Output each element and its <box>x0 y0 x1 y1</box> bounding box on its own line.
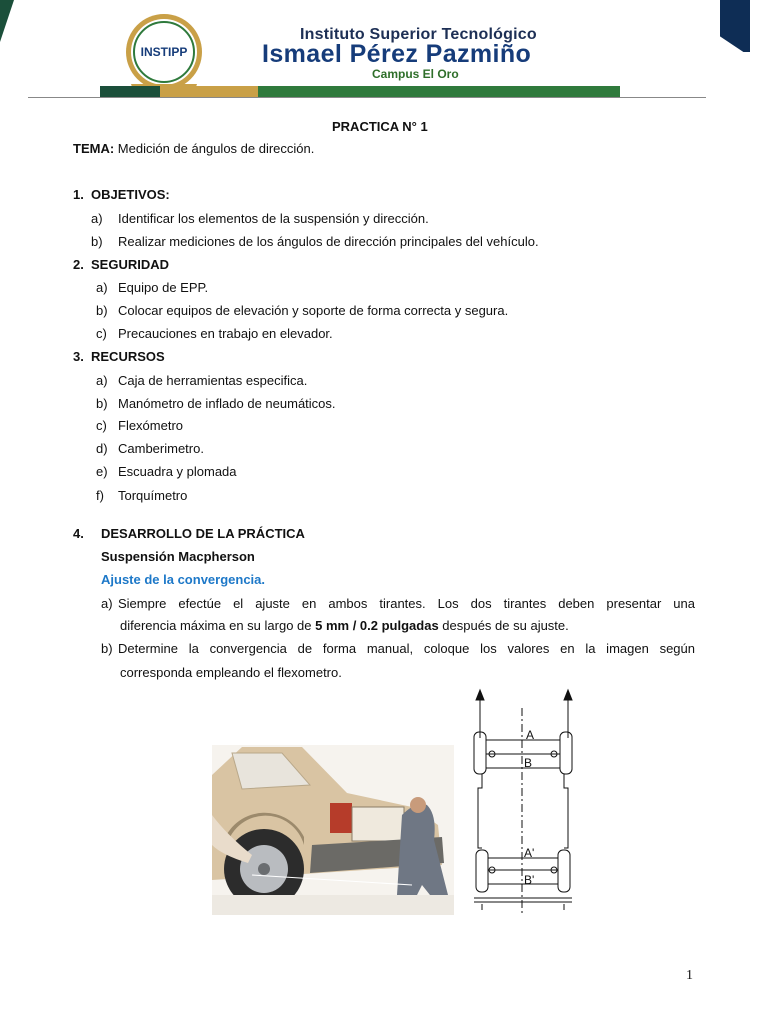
measurement-inches: 0.2 pulgadas <box>359 618 439 633</box>
list-item: Caja de herramientas especifica. <box>118 373 308 388</box>
measurement-separator: / <box>349 618 360 633</box>
paragraph-a-line-1: Siempre efectúe el ajuste en ambos tirantes. Los dos tirantes deben presentar una <box>118 596 695 611</box>
diagram-label-b: B <box>524 756 533 770</box>
tema-label: TEMA: <box>73 141 115 156</box>
list-marker: b) <box>101 641 113 656</box>
section-2-number: 2. <box>73 257 84 272</box>
corner-decoration-right <box>720 0 750 52</box>
diagram-label-a: A <box>526 728 535 742</box>
list-item: Realizar mediciones de los ángulos de dirección principales del vehículo. <box>118 234 539 249</box>
list-marker: e) <box>96 464 108 479</box>
corner-decoration-left <box>0 0 14 42</box>
header-rule <box>28 97 706 98</box>
paragraph-b-line-2: corresponda empleando el flexometro. <box>120 665 342 680</box>
institute-type: Instituto Superior Tecnológico <box>300 26 537 43</box>
list-marker: a) <box>96 280 108 295</box>
list-marker: b) <box>96 303 108 318</box>
list-item: Flexómetro <box>118 418 184 433</box>
convergence-diagram <box>462 688 582 918</box>
list-marker: a) <box>91 211 103 226</box>
section-3-title: RECURSOS <box>91 349 165 364</box>
list-marker: c) <box>96 418 107 433</box>
section-4-subtitle: Suspensión Macpherson <box>101 549 255 564</box>
section-3-number: 3. <box>73 349 84 364</box>
list-item: Escuadra y plomada <box>118 464 237 479</box>
list-item: Identificar los elementos de la suspensión y dirección. <box>118 211 429 226</box>
list-marker: a) <box>96 373 108 388</box>
page-number: 1 <box>686 968 693 983</box>
paragraph-a-line-2 <box>120 618 569 634</box>
header-band-dark <box>100 86 160 97</box>
list-marker: b) <box>91 234 103 249</box>
tema-value: Medición de ángulos de dirección. <box>117 141 315 156</box>
paragraph-b-line-1: Determine la convergencia de forma manual, coloque los valores en la imagen según <box>118 641 695 656</box>
list-item: Torquímetro <box>118 488 188 503</box>
list-marker: c) <box>96 326 107 341</box>
list-marker: d) <box>96 441 108 456</box>
list-marker: f) <box>96 488 104 503</box>
section-1-number: 1. <box>73 187 84 202</box>
text-run: después de su ajuste. <box>438 618 569 633</box>
logo-text: INSTIPP <box>140 45 188 59</box>
text-run: diferencia máxima en su largo de <box>120 618 316 633</box>
list-item: Equipo de EPP. <box>118 280 209 295</box>
list-item: Precauciones en trabajo en elevador. <box>118 326 333 341</box>
blue-subheading: Ajuste de la convergencia. <box>101 572 266 587</box>
section-1-title: OBJETIVOS: <box>91 187 170 202</box>
section-2-title: SEGURIDAD <box>91 257 170 272</box>
section-4-title: DESARROLLO DE LA PRÁCTICA <box>101 526 305 541</box>
institute-name: Ismael Pérez Pazmiño <box>262 40 532 68</box>
list-marker: b) <box>96 396 108 411</box>
measurement-mm: 5 mm <box>315 618 350 633</box>
tema-line <box>73 141 314 157</box>
section-4-number: 4. <box>73 526 84 541</box>
list-item: Manómetro de inflado de neumáticos. <box>118 396 336 411</box>
list-item: Camberimetro. <box>118 441 204 456</box>
diagram-label-a-prime: A' <box>524 846 535 860</box>
header-band-gold <box>160 86 258 97</box>
list-item: Colocar equipos de elevación y soporte de forma correcta y segura. <box>118 303 509 318</box>
diagram-label-b-prime: B' <box>524 873 535 887</box>
institute-campus: Campus El Oro <box>372 67 459 81</box>
list-marker: a) <box>101 596 113 611</box>
header-band-green <box>258 86 620 97</box>
page-title: PRACTICA N° 1 <box>332 119 428 134</box>
car-measurement-photo <box>212 745 454 915</box>
